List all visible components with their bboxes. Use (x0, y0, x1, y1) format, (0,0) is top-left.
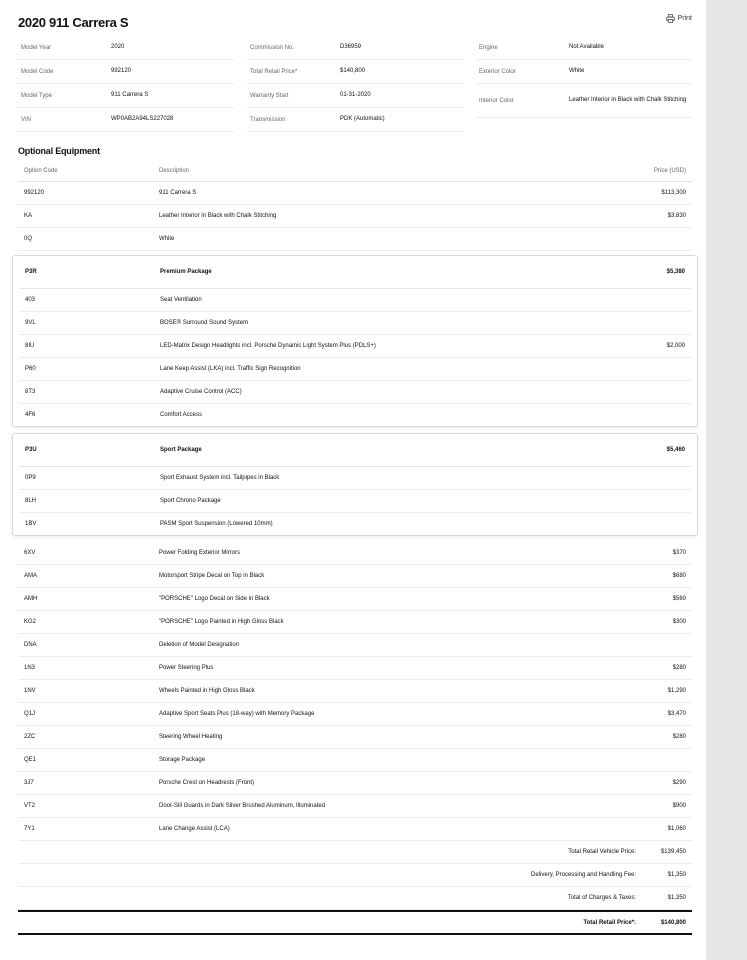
option-code: QE1 (24, 757, 37, 763)
detail-value: $140,800 (340, 68, 366, 74)
detail-value: 2020 (111, 44, 125, 50)
option-price: $3,830 (667, 213, 686, 219)
table-row (19, 289, 691, 312)
detail-label: Model Year (21, 44, 52, 51)
detail-label: Transmission (250, 116, 286, 123)
table-row (19, 404, 691, 426)
detail-row (18, 108, 234, 132)
table-row (19, 513, 691, 535)
option-description: Power Folding Exterior Mirrors (159, 550, 241, 556)
detail-value: WP0AB2A94LS227028 (111, 116, 174, 122)
sport-package-card (12, 433, 698, 536)
detail-label: Model Code (21, 68, 54, 75)
option-price: $1,290 (667, 688, 686, 694)
option-description: Leather Interior in Black with Chalk Stitching (159, 213, 277, 219)
detail-value: 992120 (111, 68, 132, 74)
equipment-list-top (18, 182, 692, 251)
premium-package-card (12, 255, 698, 427)
equipment-list-bottom (18, 542, 692, 841)
option-description: Adaptive Cruise Control (ACC) (160, 389, 242, 395)
printer-icon (666, 14, 675, 23)
option-description: Adaptive Sport Seats Plus (18-way) with Memory Package (159, 711, 315, 717)
option-code: P3U (25, 447, 37, 453)
header (18, 0, 692, 36)
table-row (19, 490, 691, 513)
option-code: AMA (24, 573, 38, 579)
total-label: Total Retail Vehicle Price: (568, 849, 636, 855)
table-row (18, 182, 692, 205)
table-row (19, 467, 691, 490)
detail-value: 911 Carrera S (111, 92, 149, 98)
option-price: $3,470 (667, 711, 686, 717)
option-description: Power Steering Plus (159, 665, 214, 671)
option-price: $280 (672, 665, 686, 671)
detail-label: Total Retail Price* (250, 68, 298, 75)
page-title: 2020 911 Carrera S (18, 15, 129, 30)
option-code: 0Q (24, 236, 33, 242)
detail-value: PDK (Automatic) (340, 116, 385, 122)
option-price: $2,000 (666, 343, 685, 349)
option-code: 8T3 (25, 389, 36, 395)
option-description: Lane Keep Assist (LKA) incl. Traffic Sign Recognition (160, 366, 301, 372)
option-code: P3R (25, 269, 37, 275)
option-code: 992120 (24, 190, 45, 196)
option-description: LED-Matrix Design Headlights incl. Porsche Dynamic Light System Plus (PDLS+) (160, 343, 376, 349)
table-row (18, 726, 692, 749)
table-row (18, 703, 692, 726)
total-value: $1,350 (667, 872, 686, 878)
option-code: KA (24, 213, 33, 219)
totals-block (18, 841, 692, 935)
detail-label: Exterior Color (479, 68, 516, 75)
column-header-code: Option Code (24, 167, 58, 174)
option-description: 911 Carrera S (159, 190, 197, 196)
option-description: "PORSCHE" Logo Decal on Side in Black (159, 596, 270, 602)
table-row (18, 772, 692, 795)
table-header (18, 160, 692, 182)
table-row (18, 657, 692, 680)
option-description: Motorsport Stripe Decal on Top in Black (159, 573, 265, 579)
option-code: DNA (24, 642, 37, 648)
detail-row (18, 36, 234, 60)
total-value: $139,450 (660, 849, 686, 855)
table-row (18, 795, 692, 818)
detail-label: Engine (479, 44, 498, 51)
option-code: KG2 (24, 619, 37, 625)
option-description: Wheels Painted in High Gloss Black (159, 688, 255, 694)
table-row (19, 335, 691, 358)
option-price: $560 (672, 596, 686, 602)
detail-row (18, 60, 234, 84)
option-description: Door-Sill Guards in Dark Silver Brushed Aluminum, Illuminated (159, 803, 326, 809)
total-label: Total of Charges & Taxes: (567, 895, 636, 901)
option-price: $280 (672, 734, 686, 740)
table-row (18, 749, 692, 772)
final-total-row (18, 910, 692, 935)
column-header-description: Description (159, 167, 190, 174)
option-price: $5,380 (666, 269, 685, 275)
option-price: $680 (672, 573, 686, 579)
option-price: $5,460 (666, 447, 685, 453)
package-header-row (19, 256, 691, 289)
detail-value: White (569, 68, 585, 74)
table-row (18, 205, 692, 228)
total-label: Delivery, Processing and Handling Fee: (531, 872, 636, 878)
option-price: $1,060 (667, 826, 686, 832)
print-label: Print (677, 15, 692, 22)
option-code: 8IU (25, 343, 35, 349)
option-description: PASM Sport Suspension (Lowered 10mm) (160, 521, 273, 527)
detail-row (247, 36, 463, 60)
detail-value: D36959 (340, 44, 362, 50)
option-description: Steering Wheel Heating (159, 734, 223, 740)
option-code: 1BV (25, 521, 37, 527)
detail-value: 01-31-2020 (340, 92, 371, 98)
table-row (19, 312, 691, 335)
option-description: White (159, 236, 175, 242)
option-code: 403 (25, 297, 36, 303)
option-price: $300 (672, 619, 686, 625)
option-description: Sport Package (160, 447, 202, 453)
vehicle-details (18, 36, 692, 132)
detail-row (476, 36, 692, 60)
option-price: $290 (672, 780, 686, 786)
detail-row (247, 84, 463, 108)
detail-row (18, 84, 234, 108)
option-code: 1NV (24, 688, 36, 694)
details-column-1 (18, 36, 234, 132)
option-code: 8LH (25, 498, 37, 504)
total-row (18, 841, 692, 864)
table-row (18, 818, 692, 841)
option-description: BOSE® Surround Sound System (160, 320, 249, 326)
details-column-2 (247, 36, 463, 132)
final-total-value: $140,800 (660, 919, 686, 926)
table-row (18, 228, 692, 251)
package-items (19, 467, 691, 535)
details-column-3 (476, 36, 692, 132)
detail-label: Commission No. (250, 44, 295, 51)
option-code: 6XV (24, 550, 36, 556)
detail-label: Interior Color (479, 97, 514, 104)
print-button[interactable] (666, 14, 692, 23)
table-row (18, 611, 692, 634)
total-row (18, 887, 692, 910)
option-code: 7Y1 (24, 826, 35, 832)
option-code: 9VL (25, 320, 36, 326)
option-code: VT2 (24, 803, 36, 809)
option-code: 0P9 (25, 475, 36, 481)
option-code: AMH (24, 596, 38, 602)
option-description: "PORSCHE" Logo Painted in High Gloss Black (159, 619, 284, 625)
table-row (19, 381, 691, 404)
option-description: Sport Exhaust System incl. Tailpipes in Black (160, 475, 280, 481)
option-description: Comfort Access (160, 412, 203, 418)
option-description: Sport Chrono Package (160, 498, 221, 504)
option-code: 1N3 (24, 665, 36, 671)
option-code: 2ZC (24, 734, 36, 740)
detail-label: VIN (21, 116, 32, 123)
option-description: Porsche Crest on Headrests (Front) (159, 780, 255, 786)
detail-label: Warranty Start (250, 92, 289, 99)
detail-row (476, 60, 692, 84)
total-value: $1,350 (667, 895, 686, 901)
detail-label: Model Type (21, 92, 52, 99)
option-code: 3J7 (24, 780, 34, 786)
option-description: Deletion of Model Designation (159, 642, 240, 648)
total-row (18, 864, 692, 887)
option-code: Q1J (24, 711, 36, 717)
table-row (19, 358, 691, 381)
table-row (18, 565, 692, 588)
section-title: Optional Equipment (18, 146, 100, 156)
final-total-label: Total Retail Price*: (583, 919, 636, 926)
option-description: Premium Package (160, 269, 212, 275)
option-description: Seat Ventilation (160, 297, 202, 303)
table-row (18, 588, 692, 611)
option-code: P60 (25, 366, 36, 372)
detail-row (247, 108, 463, 132)
option-code: 4F6 (25, 412, 36, 418)
option-price: $370 (672, 550, 686, 556)
detail-row (476, 84, 692, 118)
table-row (18, 680, 692, 703)
option-description: Storage Package (159, 757, 206, 763)
table-row (18, 542, 692, 565)
table-row (18, 634, 692, 657)
option-description: Lane Change Assist (LCA) (159, 826, 230, 832)
package-items (19, 289, 691, 426)
detail-row (247, 60, 463, 84)
detail-value: Leather Interior in Black with Chalk Stitching (569, 97, 687, 103)
package-header-row (19, 434, 691, 467)
option-price: $900 (672, 803, 686, 809)
column-header-price: Price (USD) (653, 167, 686, 174)
option-price: $113,300 (661, 190, 686, 196)
detail-value: Not Available (569, 44, 604, 50)
